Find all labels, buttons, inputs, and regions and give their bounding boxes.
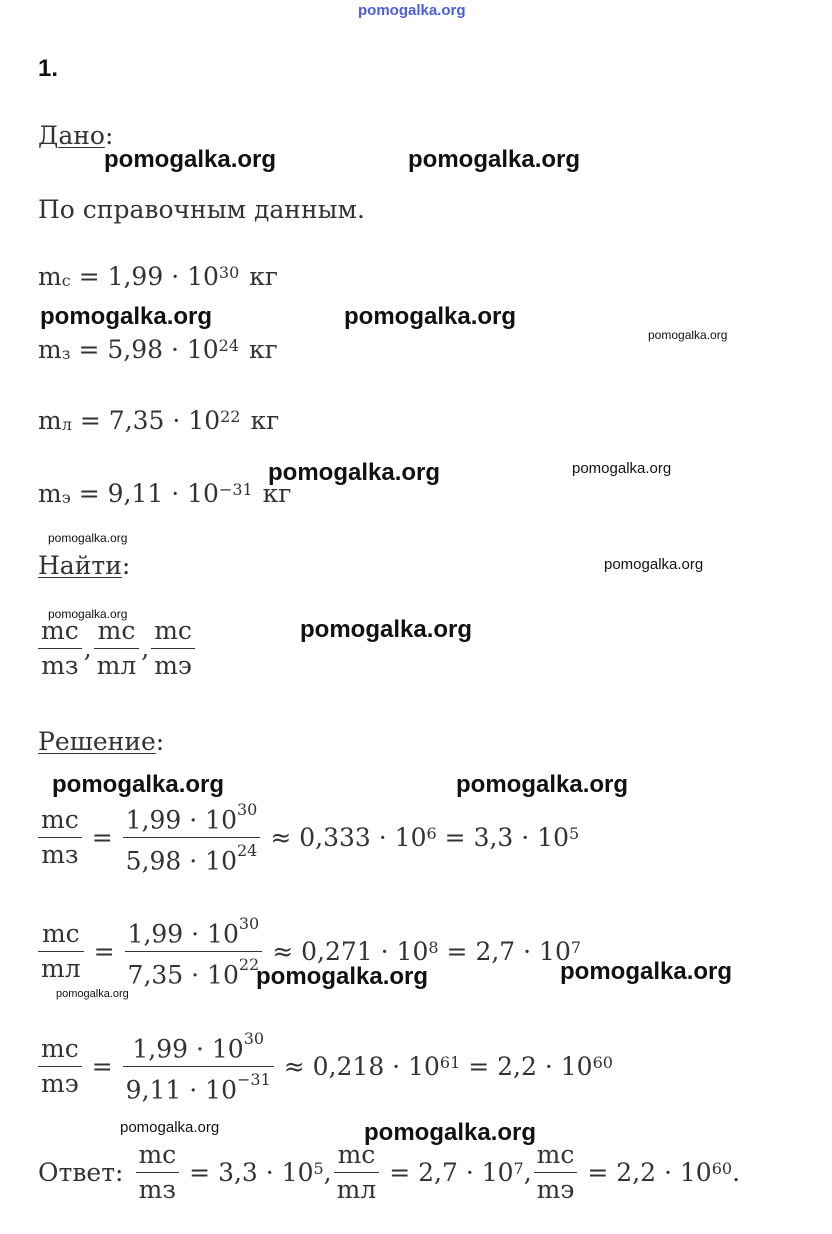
watermark: pomogalka.org (104, 146, 277, 173)
watermark: pomogalka.org (48, 531, 128, 545)
mass-earth: m $_з$ = 5,98 · 10 $^{24}$ кг (38, 335, 278, 364)
reference-note: По справочным данным. (38, 195, 365, 224)
ratio-sun-electron: $\frac{mс}{mэ}$ (151, 614, 195, 683)
problem-number: 1. (38, 55, 59, 82)
answer-line: Ответ: $\frac{mс}{mз}$ = 3,3 · 10 $^5$ , $\frac{mс}{mл}$ = 2,7 · 10 $^7$ , $\frac{mс}{mэ}$ = 2,2 · 10 $^{60}$ . (38, 1138, 740, 1207)
watermark: pomogalka.org (408, 146, 581, 173)
watermark: pomogalka.org (120, 1119, 220, 1136)
solution-sun-earth: $\frac{mс}{mз}$ = $\frac{1,99 \cdot 10^{30}}{5,98 \cdot 10^{24}}$ ≈ 0,333 · 10 $^6$ = 3,3 · 10 $^5$ (36, 797, 579, 879)
watermark: pomogalka.org (48, 607, 128, 621)
find-header: Найти: (38, 551, 131, 580)
watermark: pomogalka.org (344, 303, 517, 330)
solution-sun-moon: $\frac{mс}{mл}$ = $\frac{1,99 \cdot 10^{30}}{7,35 \cdot 10^{22}}$ ≈ 0,271 · 10 $^8$ = 2,7 · 10 $^7$ (36, 911, 581, 993)
watermark: pomogalka.org (40, 303, 213, 330)
watermark: pomogalka.org (456, 771, 629, 798)
watermark: pomogalka.org (572, 460, 672, 477)
watermark: pomogalka.org (256, 963, 429, 990)
watermark: pomogalka.org (52, 771, 225, 798)
solution-header: Решение: (38, 727, 165, 756)
mass-electron: m $_э$ = 9,11 · 10 $^{-31}$ кг (38, 479, 292, 508)
ratio-sun-earth: $\frac{mс}{mз}$ (38, 614, 82, 683)
find-ratios: $\frac{mс}{mз}$ , $\frac{mс}{mл}$ , $\frac{mс}{mэ}$ (36, 614, 197, 683)
mass-sun: m $_с$ = 1,99 · 10 $^{30}$ кг (38, 262, 278, 291)
watermark: pomogalka.org (364, 1119, 537, 1146)
watermark: pomogalka.org (56, 988, 129, 1000)
watermark: pomogalka.org (648, 328, 728, 342)
watermark: pomogalka.org (268, 459, 441, 486)
mass-moon: m $_л$ = 7,35 · 10 $^{22}$ кг (38, 406, 280, 435)
watermark: pomogalka.org (604, 556, 704, 573)
watermark-top: pomogalka.org (358, 2, 466, 19)
given-header: Дано: (38, 121, 114, 150)
ratio-sun-moon: $\frac{mс}{mл}$ (94, 614, 140, 683)
answer-label: Ответ: (38, 1158, 124, 1187)
solution-sun-electron: $\frac{mс}{mэ}$ = $\frac{1,99 \cdot 10^{30}}{9,11 \cdot 10^{-31}}$ ≈ 0,218 · 10 $^{61}$ = 2,2 · 10 $^{60}$ (36, 1026, 613, 1108)
watermark: pomogalka.org (560, 958, 733, 985)
watermark: pomogalka.org (300, 616, 473, 643)
